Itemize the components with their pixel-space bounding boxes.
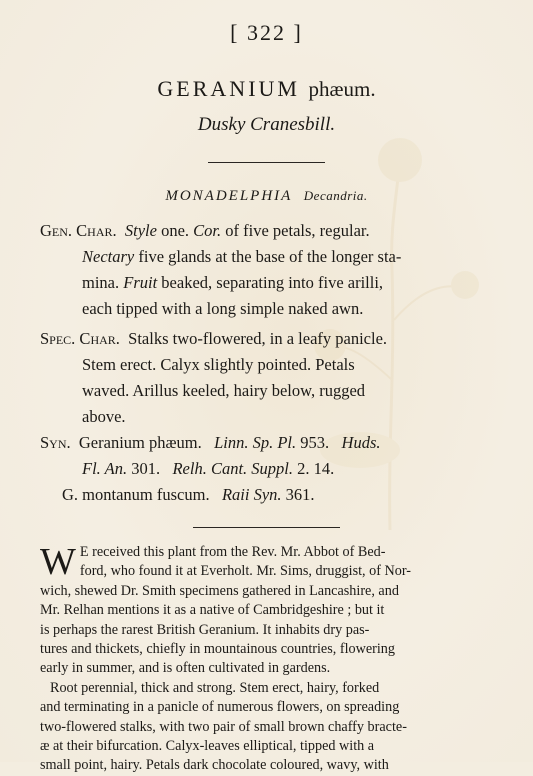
prose-line: æ at their bifurcation. Calyx-leaves elliptical, tipped with a	[40, 738, 375, 755]
prose-line: two-flowered stalks, with two pair of small brown chaffy bracte-	[40, 718, 407, 735]
spec-char-line: Stem erect. Calyx slightly pointed. Petals	[82, 355, 355, 374]
spec-char-label: Spec. Char.	[40, 329, 120, 348]
gen-char-line: Nectary five glands at the base of the longer sta-	[82, 247, 402, 266]
page-number: [ 322 ]	[230, 20, 303, 45]
prose-line: is perhaps the rarest British Geranium. It inhabits dry pas-	[40, 621, 370, 638]
gen-char-line: Gen. Char. Style one. Cor. of five petals, regular.	[40, 221, 370, 240]
prose-line: Mr. Relhan mentions it as a native of Cambridgeshire ; but it	[40, 602, 385, 619]
generic-character	[40, 218, 500, 322]
syn-line: Syn. Geranium phæum. Linn. Sp. Pl. 953. Huds.	[40, 433, 381, 452]
spec-char-line: waved. Arillus keeled, hairy below, rugged	[82, 381, 366, 400]
species-name: phæum.	[308, 77, 376, 101]
prose-line: wich, shewed Dr. Smith specimens gathered in Lancashire, and	[40, 582, 399, 599]
genus-name: GERANIUM	[157, 76, 300, 101]
prose-line: small point, hairy. Petals dark chocolate coloured, wavy, with	[40, 757, 389, 774]
divider-rule	[193, 527, 340, 528]
prose-line: ford, who found it at Everholt. Mr. Sims, druggist, of Nor-	[79, 563, 411, 580]
prose-line: Root perennial, thick and strong. Stem erect, hairy, forked	[50, 679, 380, 696]
spec-char-line: Spec. Char. Stalks two-flowered, in a leafy panicle.	[40, 329, 388, 348]
specific-character	[40, 326, 500, 430]
prose-line: tures and thickets, chiefly in mountainous countries, flowering	[40, 641, 395, 658]
class-name: MONADELPHIA	[165, 188, 293, 204]
syn-line: G. montanum fuscum. Raii Syn. 361.	[62, 485, 315, 504]
drop-cap: W	[40, 541, 76, 583]
order-name: Decandria.	[303, 188, 368, 203]
linnaean-classification	[0, 188, 533, 205]
species-title	[0, 76, 533, 102]
prose-line: E received this plant from the Rev. Mr. Abbot of Bed-	[79, 544, 386, 560]
common-name: Dusky Cranesbill.	[197, 114, 336, 135]
prose-line: early in summer, and is often cultivated in gardens.	[40, 660, 331, 677]
divider-rule	[208, 162, 325, 163]
description-text	[40, 543, 500, 776]
spec-char-line: above.	[82, 407, 126, 426]
gen-char-line: mina. Fruit beaked, separating into five arilli,	[82, 273, 384, 292]
syn-label: Syn.	[40, 433, 71, 452]
syn-line: Fl. An. 301. Relh. Cant. Suppl. 2. 14.	[82, 459, 335, 478]
gen-char-line: each tipped with a long simple naked awn.	[82, 299, 364, 318]
gen-char-label: Gen. Char.	[40, 221, 117, 240]
synonymy	[40, 430, 500, 508]
prose-line: and terminating in a panicle of numerous flowers, on spreading	[40, 699, 400, 716]
